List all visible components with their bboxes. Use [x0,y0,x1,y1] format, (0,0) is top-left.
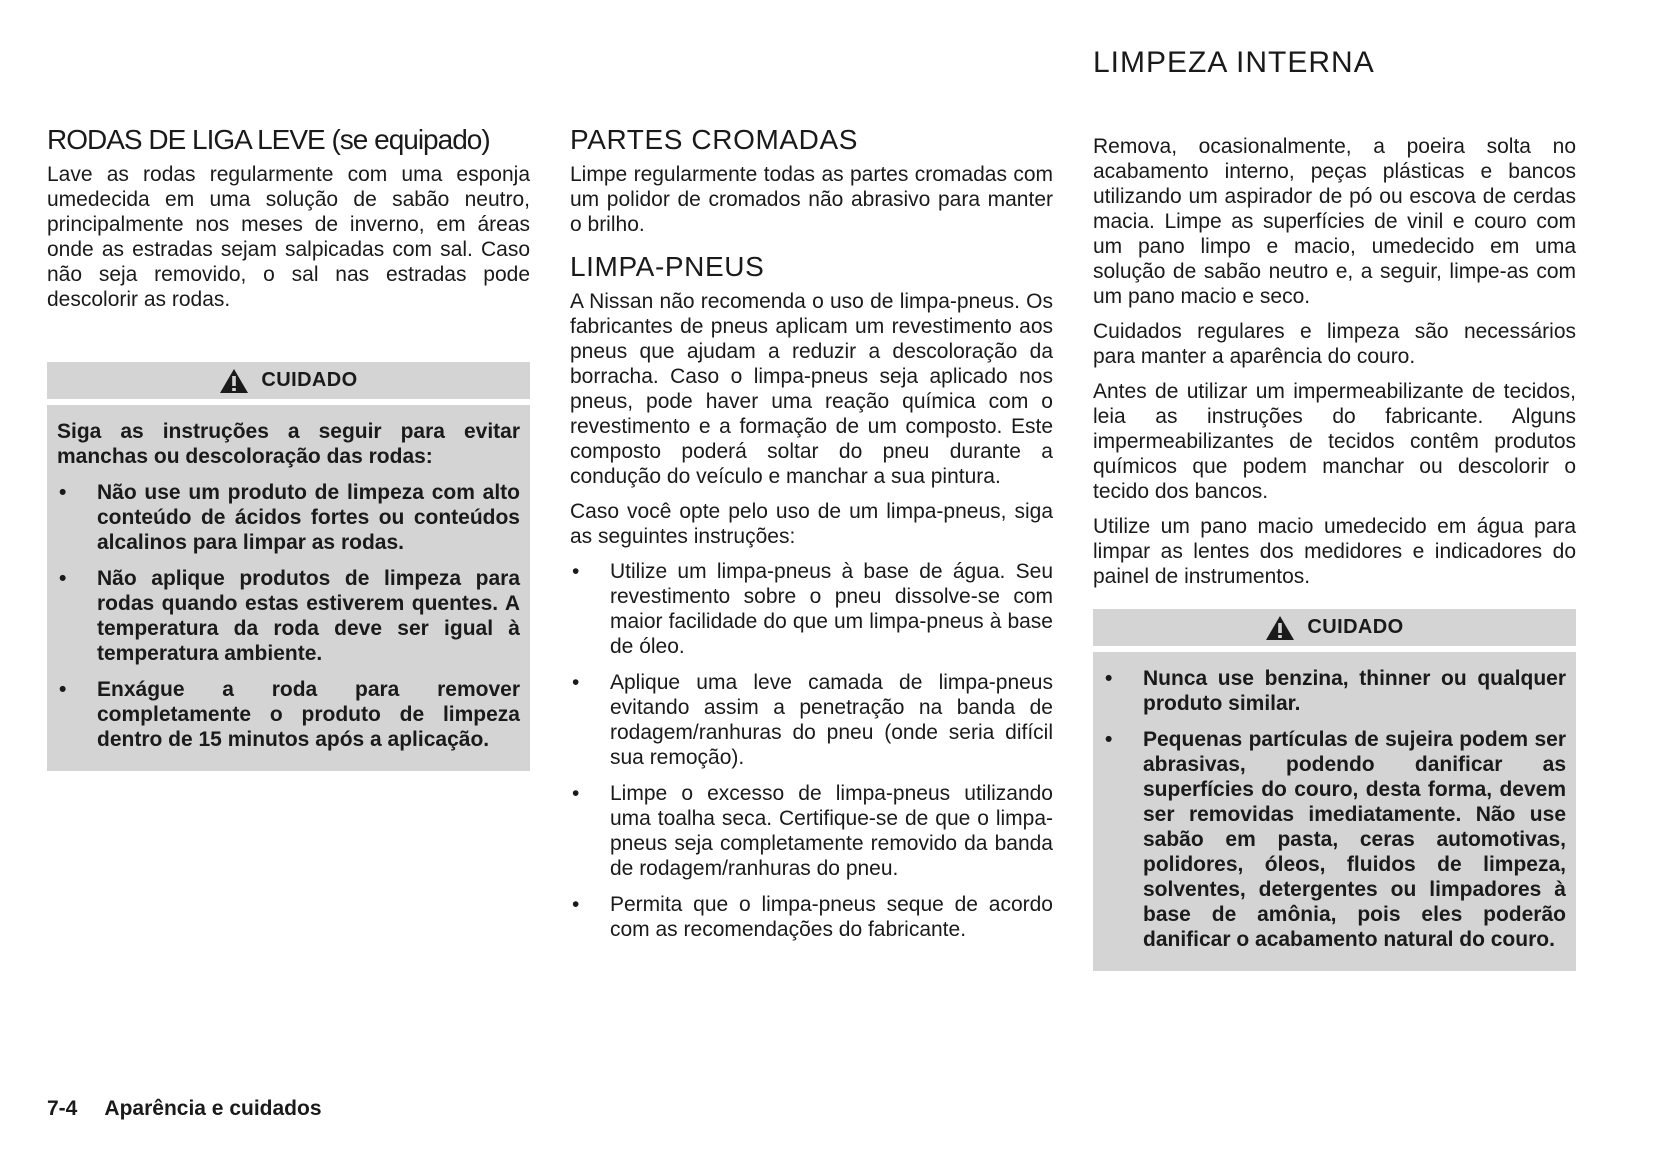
caution-box-couro [1093,609,1576,971]
limpeza-paragraph-4: Utilize um pano macio umedecido em água para limpar as lentes dos medidores e indicadores do painel de instrumentos. [1093,515,1576,588]
bullet-icon: • [59,678,67,701]
rodas-paragraph: Lave as rodas regularmente com uma esponja umedecida em uma solução de sabão neutro, principalmente nos meses de inverno, em áreas onde as estradas sejam salpicadas com sal. Caso não seja removido, o sal nas estradas pode descolorir as rodas. [47,163,530,311]
section-heading-limpa-pneus: LIMPA-PNEUS [570,251,765,282]
caution-header [1093,609,1576,646]
bullet-icon: • [1105,667,1113,690]
page-title: LIMPEZA INTERNA [1093,46,1375,79]
bullet-icon: • [59,481,67,504]
limpa-pneus-paragraph: A Nissan não recomenda o uso de limpa-pneus. Os fabricantes de pneus aplicam um revestimento aos pneus que ajudam a reduzir a descoloração da borracha. Caso o limpa-pneus seja aplicado nos pneus, pode haver uma reação química com o revestimento e a formação de um composto. Este composto poderá soltar do pneu durante a condução do veículo e manchar a sua pintura. [570,290,1053,488]
caution-list [1103,666,1566,952]
bullet-icon: • [1105,728,1113,751]
bullet-icon: • [572,782,580,805]
page-number: 7-4 [47,1097,78,1120]
list-item: • Pequenas partículas de sujeira podem ser abrasivas, podendo danificar as superfícies do couro, desta forma, devem ser removidas imediatamente. Não use sabão em pasta, ceras automotivas, polidores, óleos, fluidos de limpeza, solventes, detergentes ou limpadores à base de amônia, pois eles poderão danificar o acabamento natural do couro. [1105,728,1566,951]
section-heading-cromadas: PARTES CROMADAS [570,124,859,155]
list-item: • Utilize um limpa-pneus à base de água. Seu revestimento sobre o pneu dissolve-se com maior facilidade do que um limpa-pneus à base de óleo. [572,560,1053,658]
caution-box-rodas [47,362,530,771]
limpa-pneus-instructions-intro: Caso você opte pelo uso de um limpa-pneus, siga as seguintes instruções: [570,500,1053,548]
caution-title: CUIDADO [261,369,358,391]
caution-intro: Siga as instruções a seguir para evitar manchas ou descoloração das rodas: [57,420,520,468]
caution-title: CUIDADO [1307,616,1404,638]
caution-body [1093,652,1576,971]
bullet-icon: • [572,893,580,916]
column-2 [570,124,1053,953]
limpa-pneus-list [570,559,1053,942]
caution-header [47,362,530,399]
bullet-icon: • [59,567,67,590]
limpeza-paragraph-3: Antes de utilizar um impermeabilizante de tecidos, leia as instruções do fabricante. Alguns impermeabilizantes de tecidos contêm produtos químicos que podem manchar ou descolorir o tecido dos bancos. [1093,380,1576,503]
column-1 [47,124,530,771]
caution-body [47,405,530,771]
list-item: • Não use um produto de limpeza com alto conteúdo de ácidos fortes ou conteúdos alcalinos para limpar as rodas. [59,481,520,554]
list-item: • Nunca use benzina, thinner ou qualquer produto similar. [1105,667,1566,715]
limpeza-paragraph-2: Cuidados regulares e limpeza são necessários para manter a aparência do couro. [1093,320,1576,368]
page-footer [47,1097,322,1121]
footer-section-title: Aparência e cuidados [104,1097,322,1120]
column-3 [1093,134,1576,971]
section-heading-rodas: RODAS DE LIGA LEVE (se equipado) [47,124,490,155]
warning-triangle-icon [219,368,249,394]
warning-triangle-icon [1265,615,1295,641]
list-item: • Aplique uma leve camada de limpa-pneus evitando assim a penetração na banda de rodagem/ranhuras do pneu (onde seria difícil sua remoção). [572,671,1053,769]
list-item: • Limpe o excesso de limpa-pneus utilizando uma toalha seca. Certifique-se de que o limpa-pneus seja completamente removido da banda de rodagem/ranhuras do pneu. [572,782,1053,880]
list-item: • Não aplique produtos de limpeza para rodas quando estas estiverem quentes. A temperatura da roda deve ser igual à temperatura ambiente. [59,567,520,665]
cromadas-paragraph: Limpe regularmente todas as partes cromadas com um polidor de cromados não abrasivo para manter o brilho. [570,163,1053,236]
list-item: • Permita que o limpa-pneus seque de acordo com as recomendações do fabricante. [572,893,1053,941]
list-item: • Enxágue a roda para remover completamente o produto de limpeza dentro de 15 minutos após a aplicação. [59,678,520,751]
limpeza-paragraph-1: Remova, ocasionalmente, a poeira solta no acabamento interno, peças plásticas e bancos utilizando um aspirador de pó ou escova de cerdas macia. Limpe as superfícies de vinil e couro com um pano limpo e macio, umedecido em uma solução de sabão neutro e, a seguir, limpe-as com um pano macio e seco. [1093,135,1576,308]
bullet-icon: • [572,560,580,583]
bullet-icon: • [572,671,580,694]
caution-list [57,480,520,752]
